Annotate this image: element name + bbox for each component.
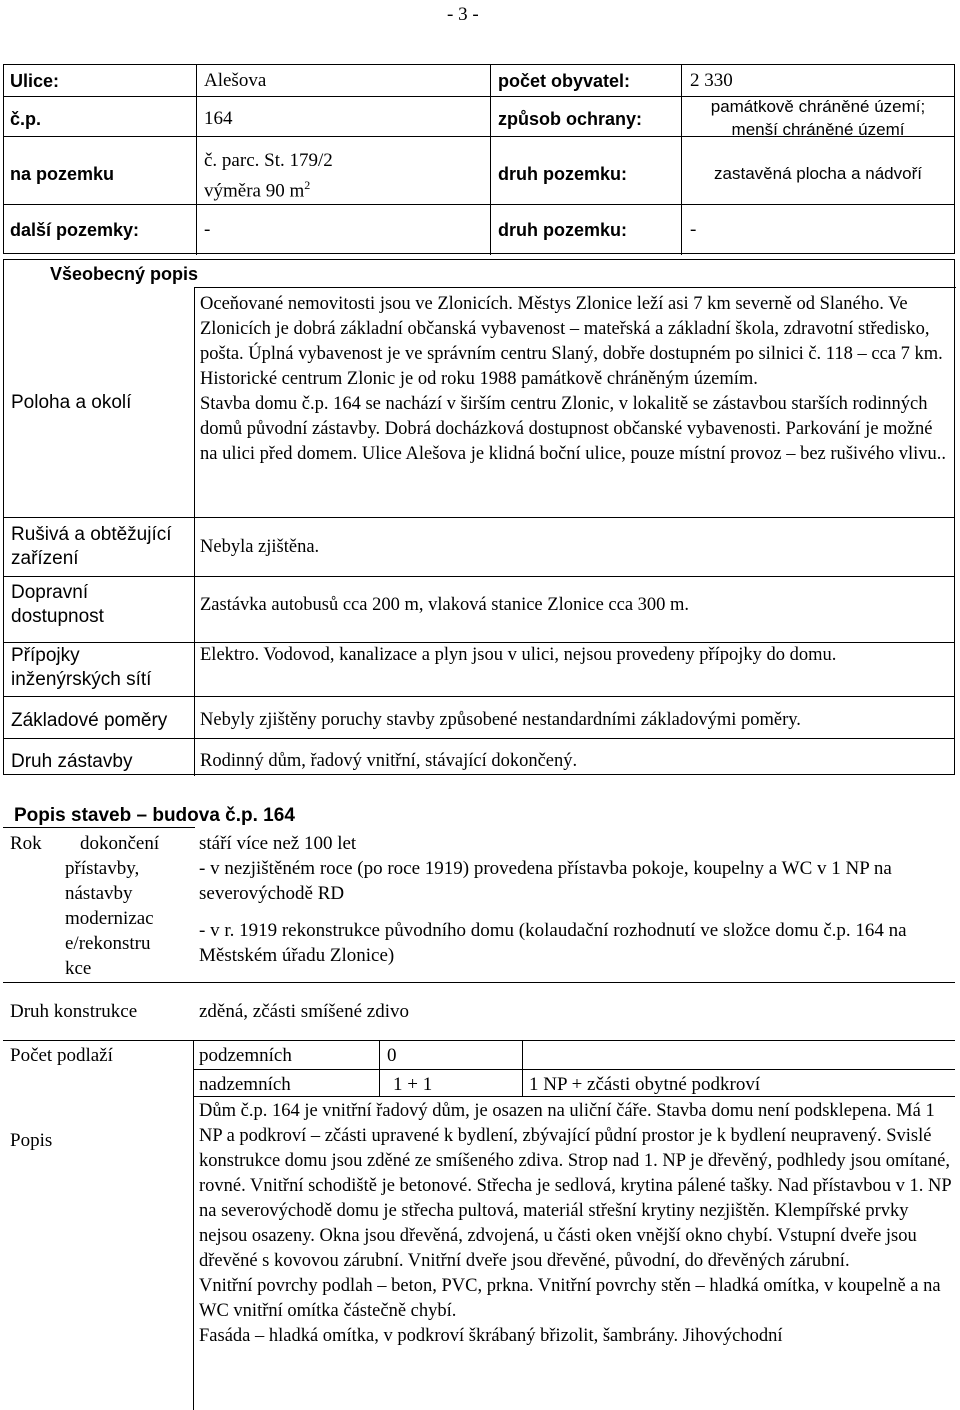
year-label-line-5: modernizac bbox=[65, 908, 154, 929]
transport-label-line-2: dostupnost bbox=[11, 606, 104, 627]
other-type-label: druh pozemku: bbox=[498, 220, 627, 240]
nuisance-label-line-2: zařízení bbox=[11, 548, 79, 569]
nuisance-label bbox=[11, 523, 172, 571]
building-heading: Popis staveb – budova č.p. 164 bbox=[14, 805, 295, 826]
street-label: Ulice: bbox=[10, 71, 60, 91]
description-label: Popis bbox=[10, 1130, 53, 1151]
description-text bbox=[199, 1099, 954, 1349]
property-table bbox=[3, 64, 955, 254]
year-label-completion: dokončení bbox=[80, 833, 160, 854]
aboveground-value: 1 + 1 bbox=[393, 1074, 433, 1095]
plot-value-line-1: č. parc. St. 179/2 bbox=[204, 150, 333, 171]
construction-label: Druh konstrukce bbox=[10, 1001, 138, 1022]
population-label: počet obyvatel: bbox=[498, 71, 631, 91]
year-label bbox=[10, 831, 190, 981]
street-value: Alešova bbox=[204, 70, 267, 91]
protection-value-line-1: památkově chráněné území; bbox=[710, 97, 926, 116]
other-plots-label: další pozemky: bbox=[10, 220, 140, 240]
nuisance-label-line-1: Rušivá a obtěžující bbox=[11, 524, 172, 545]
other-plots-value: - bbox=[204, 219, 211, 240]
transport-label-line-1: Dopravní bbox=[11, 582, 89, 603]
utilities-label-line-1: Přípojky bbox=[11, 645, 80, 666]
description-paragraph-2: Vnitřní povrchy podlah – beton, PVC, prkna. Vnitřní povrchy stěn – hladká omítka, v koupelně a na WC vnitřní omítka částečně chybí. bbox=[199, 1276, 941, 1321]
development-label: Druh zástavby bbox=[11, 751, 133, 772]
general-heading: Všeobecný popis bbox=[50, 264, 199, 284]
protection-label: způsob ochrany: bbox=[498, 109, 643, 129]
cp-value: 164 bbox=[204, 108, 233, 129]
plot-type-value: zastavěná plocha a nádvoří bbox=[714, 164, 922, 183]
plot-value bbox=[204, 149, 333, 203]
utilities-label-line-2: inženýrských sítí bbox=[11, 669, 152, 690]
plot-value-line-2: výměra 90 m bbox=[204, 180, 305, 202]
transport-value: Zastávka autobusů cca 200 m, vlaková stanice Zlonice cca 300 m. bbox=[200, 595, 690, 615]
plot-label: na pozemku bbox=[10, 164, 115, 184]
year-value-age: stáří více než 100 let bbox=[199, 833, 357, 854]
description-paragraph-1: Dům č.p. 164 je vnitřní řadový dům, je osazen na uliční čáře. Stavba domu není podsklepena. Má 1 NP a podkroví – zčásti upravené k bydlení, zbývající půdní prostor je k bydlení neupravený. Svislé konstrukce domu jsou zděné ze smíšeného zdiva. Strop nad 1. NP je dřevěný, podhledy jsou omítané, rovné. Vnitřní schodiště je betonové. Střecha je sedlová, krytina pálené tašky. Nad přístavbou v 1. NP na severovýchodě domu je střecha pultová, materiál střešní krytiny nezjištěn. Klempířské prvky nejsou osazeny. Okna jsou dřevěná, zdvojená, u části oken vnější okno chybí. Vstupní dveře jsou dřevěné s kovovou zárubní. Vnitřní dveře jsou dřevěné, původní, do dřevěných zárubní. bbox=[199, 1101, 951, 1271]
year-label-line-3: přístavby, bbox=[65, 858, 140, 879]
other-type-value: - bbox=[690, 219, 697, 240]
location-label: Poloha a okolí bbox=[11, 392, 132, 413]
general-description-table bbox=[3, 259, 955, 775]
year-label-line-4: nástavby bbox=[65, 883, 133, 904]
year-value-extension: - v nezjištěném roce (po roce 1919) provedena přístavba pokoje, koupelny a WC v 1 NP na severovýchodě RD bbox=[199, 858, 892, 904]
foundation-value: Nebyly zjištěny poruchy stavby způsobené nestandardními základovými poměry. bbox=[200, 710, 801, 730]
underground-value: 0 bbox=[387, 1045, 397, 1066]
page-number: - 3 - bbox=[447, 4, 479, 25]
year-label-rok: Rok bbox=[10, 833, 42, 854]
transport-label bbox=[11, 581, 104, 629]
population-value: 2 330 bbox=[690, 70, 733, 91]
foundation-label: Základové poměry bbox=[11, 710, 168, 731]
construction-value: zděná, zčásti smíšené zdivo bbox=[199, 1001, 409, 1022]
plot-type-label: druh pozemku: bbox=[498, 164, 627, 184]
year-label-line-7: kce bbox=[65, 958, 92, 979]
utilities-value: Elektro. Vodovod, kanalizace a plyn jsou v ulici, nejsou provedeny přípojky do domu. bbox=[200, 645, 837, 665]
development-value: Rodinný dům, řadový vnitřní, stávající dokončený. bbox=[200, 751, 578, 771]
location-paragraph-2: Stavba domu č.p. 164 se nachází v širším centru Zlonic, v lokalitě se zástavbou starších rodinných domů původní zástavby. Dobrá docházková dostupnost občanské vybavenosti. Parkování je možné na ulici před domem. Ulice Alešova je klidná boční ulice, pouze místní provoz – bez rušivého vlivu.. bbox=[200, 394, 946, 464]
aboveground-label: nadzemních bbox=[199, 1074, 291, 1095]
protection-value-line-2: menší chráněné území bbox=[731, 120, 905, 139]
aboveground-note: 1 NP + zčásti obytné podkroví bbox=[529, 1074, 761, 1095]
floors-label: Počet podlaží bbox=[10, 1045, 113, 1066]
cp-label: č.p. bbox=[10, 109, 42, 129]
protection-value bbox=[684, 95, 952, 141]
utilities-label bbox=[11, 644, 151, 692]
description-paragraph-3: Fasáda – hladká omítka, v podkroví škrábaný břizolit, šambrány. Jihovýchodní bbox=[199, 1326, 783, 1346]
year-value bbox=[199, 831, 951, 968]
plot-area-superscript: 2 bbox=[304, 178, 311, 192]
underground-label: podzemních bbox=[199, 1045, 292, 1066]
location-text bbox=[200, 292, 950, 467]
nuisance-value: Nebyla zjištěna. bbox=[200, 537, 320, 557]
year-label-line-6: e/rekonstru bbox=[65, 933, 151, 954]
location-paragraph-1: Oceňované nemovitosti jsou ve Zlonicích. Městys Zlonice leží asi 7 km severně od Slaného. Ve Zlonicích je dobrá základní občanská vybavenost – mateřská a základní škola, zdravotní středisko, pošta. Úplná vybavenost je ve správním centru Slaný, dobře dostupném po silnici č. 118 – cca 7 km. Historické centrum Zlonic je od roku 1988 památkově chráněným územím. bbox=[200, 294, 943, 389]
year-value-reconstruction: - v r. 1919 rekonstrukce původního domu (kolaudační rozhodnutí ve složce domu č.p. 164 na Městském úřadu Zlonice) bbox=[199, 920, 907, 966]
